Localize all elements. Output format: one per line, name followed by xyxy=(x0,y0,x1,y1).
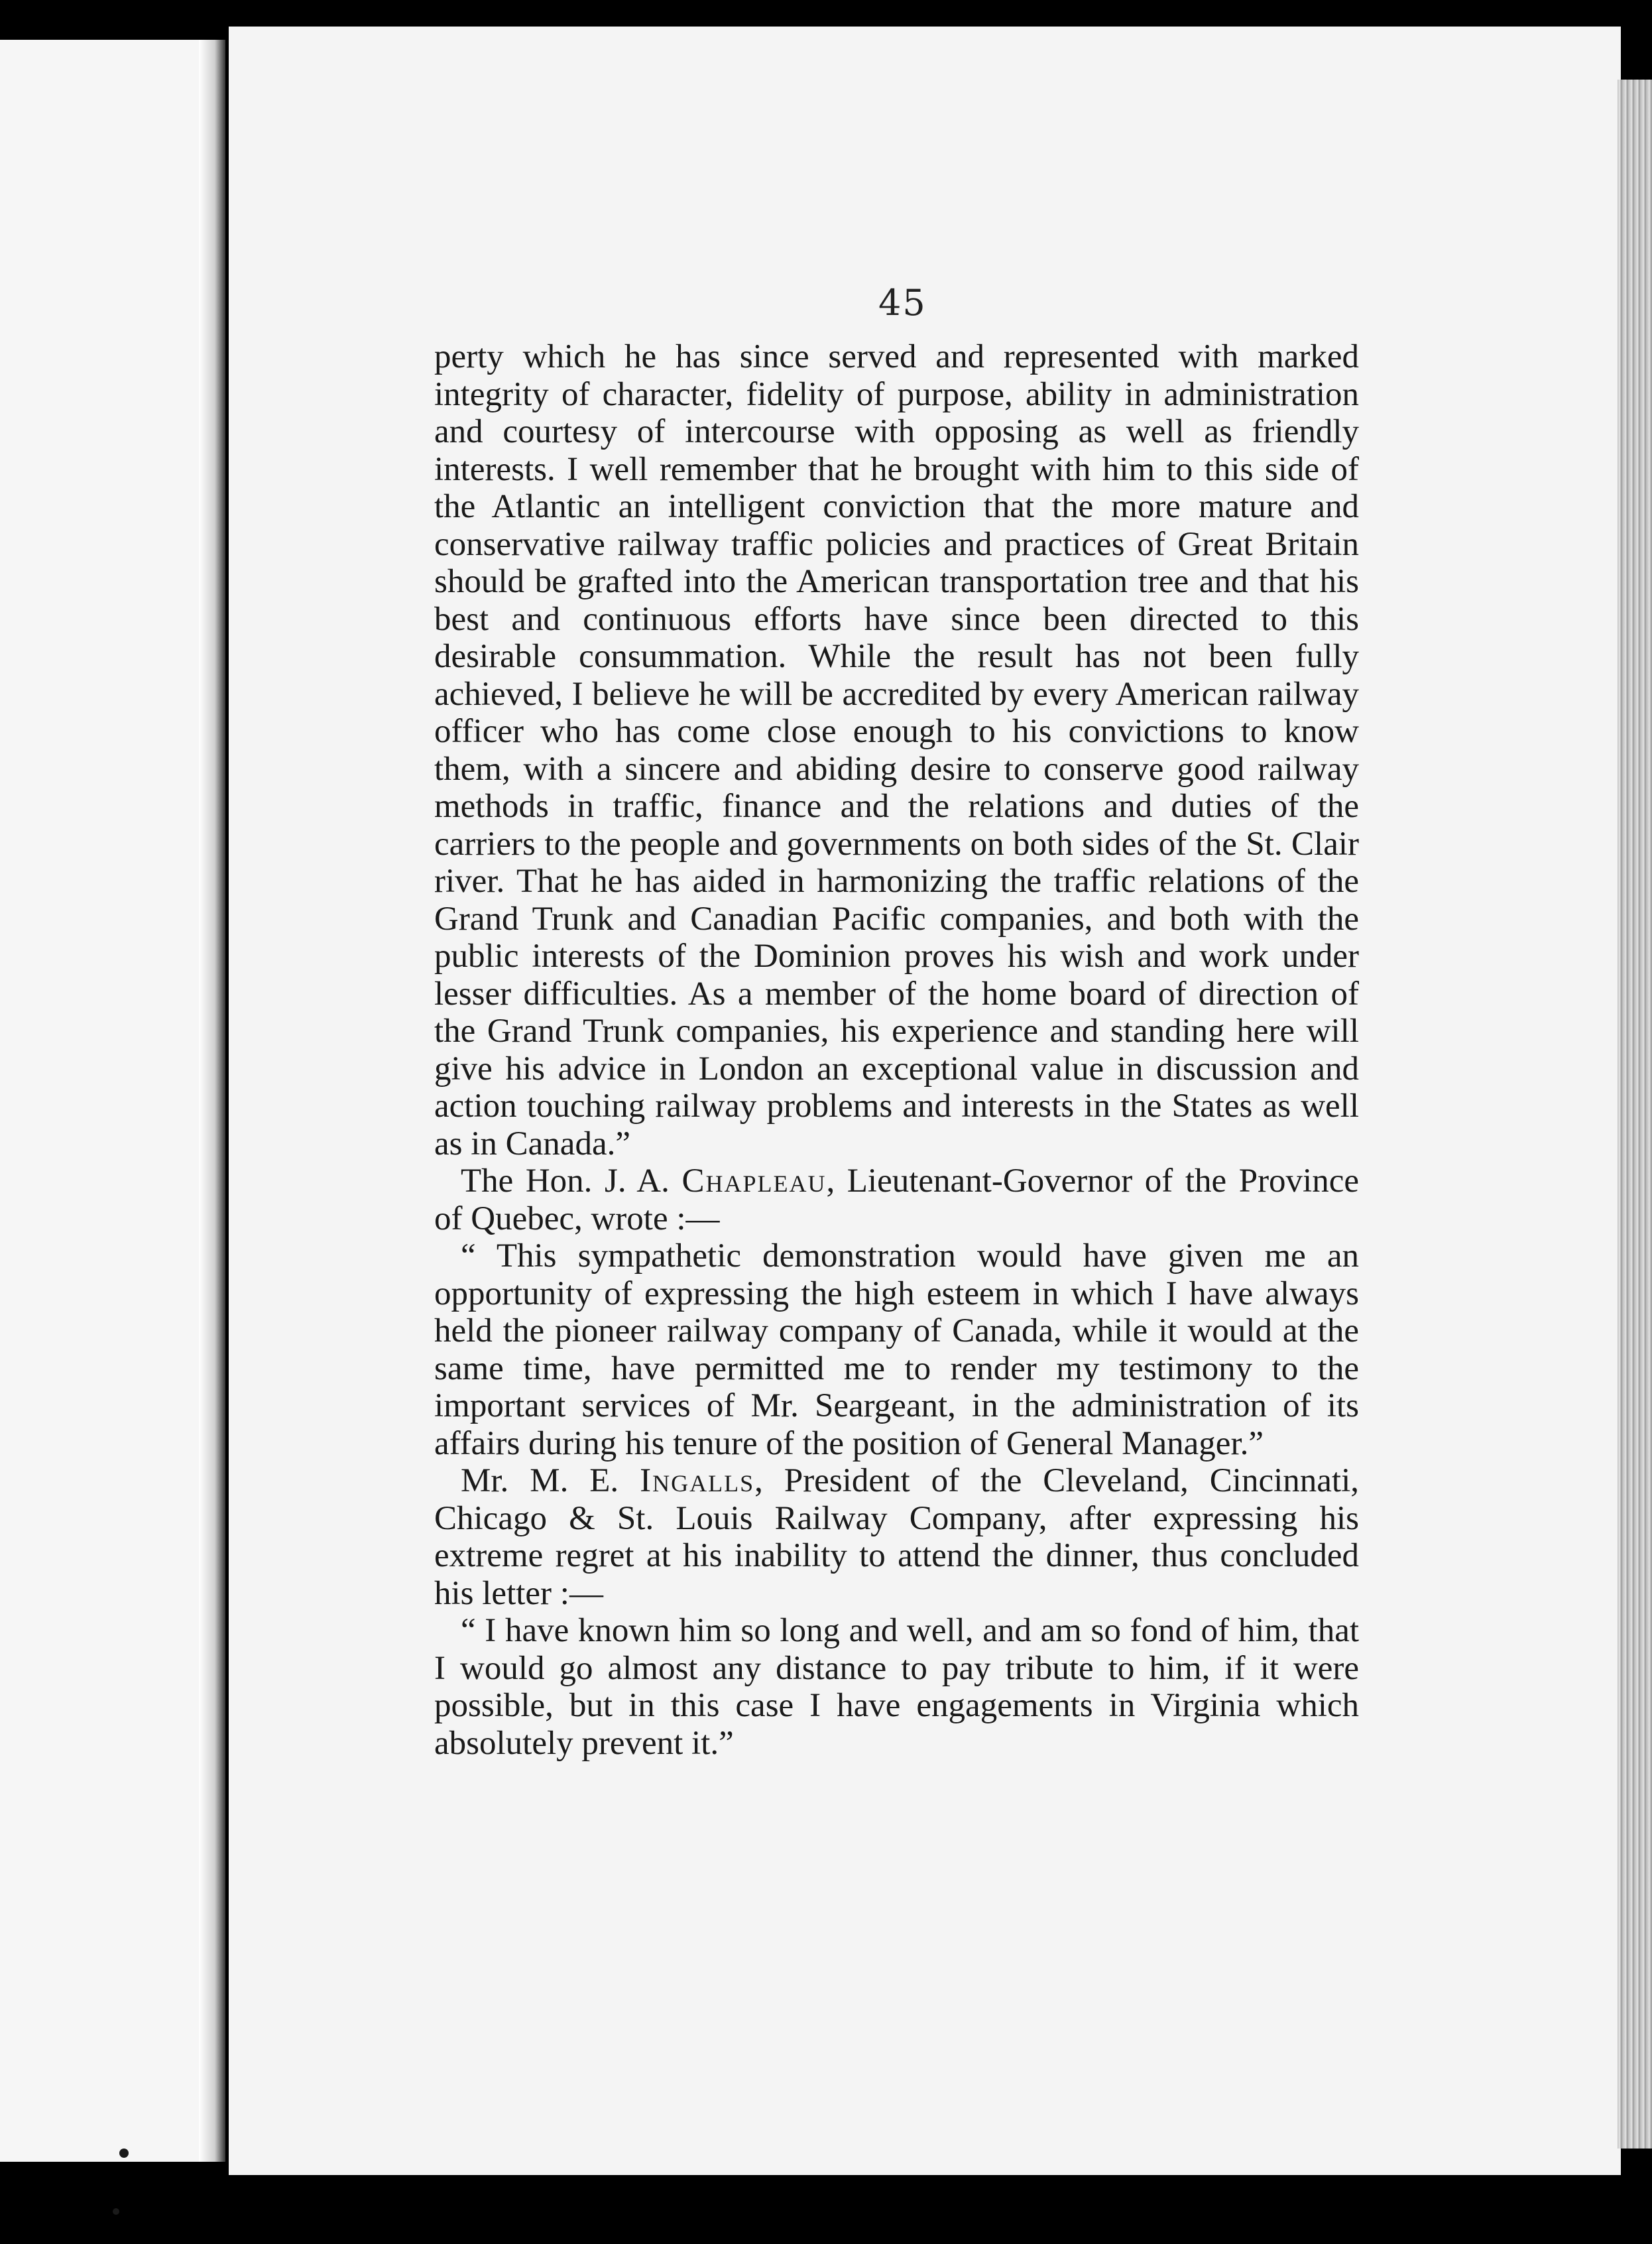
text-run: , Lieutenant-Governor of the Province of Quebec, wrote :— xyxy=(434,1162,1359,1237)
page-number: 45 xyxy=(878,282,927,324)
paragraph xyxy=(434,1237,1359,1462)
scan-speck xyxy=(119,2149,129,2158)
page-edges xyxy=(1618,80,1652,2149)
name-smallcaps: Ingalls xyxy=(640,1462,755,1499)
scan-speck xyxy=(113,2208,119,2215)
text-run: Mr. M. E. xyxy=(461,1462,640,1499)
paragraph xyxy=(434,1162,1359,1237)
body-text xyxy=(434,338,1359,1762)
text-run: The Hon. J. A. xyxy=(461,1162,682,1200)
paragraph xyxy=(434,338,1359,1162)
text-run: , President of the Cleveland, Cincinnati, Chicago & St. Louis Railway Company, after expressing his extreme regret at his inability to attend the dinner, thus concluded his letter :— xyxy=(434,1462,1359,1612)
text-run: “ This sympathetic demonstration would have given me an opportunity of expressing the high esteem in which I have always held the pioneer railway company of Canada, while it would at the same time, have permitted me to render my testimony to the important services of Mr. Seargeant, in the administration of its affairs during his tenure of the position of General Manager.” xyxy=(434,1237,1359,1462)
paragraph xyxy=(434,1462,1359,1612)
left-page-fragment xyxy=(0,40,223,2162)
book-gutter xyxy=(199,40,225,2162)
paragraph xyxy=(434,1612,1359,1762)
text-run: “ I have known him so long and well, and am so fond of him, that I would go almost any distance to pay tribute to him, if it were possible, but in this case I have engagements in Virginia which absolutely prevent it.” xyxy=(434,1612,1359,1762)
name-smallcaps: Chapleau xyxy=(681,1162,827,1200)
text-run: perty which he has since served and represented with marked integrity of character, fidelity of purpose, ability in administration and courtesy of intercourse with opposing as well as friendly interests. I well remember that he brought with him to this side of the Atlantic an intelligent conviction that the more mature and conservative railway traffic policies and practices of Great Britain should be grafted into the American transportation tree and that his best and continuous efforts have since been directed to this desirable consummation. While the result has not been fully achieved, I believe he will be accredited by every American railway officer who has come close enough to his convictions to know them, with a sincere and abiding desire to conserve good railway methods in traffic, finance and the relations and duties of the carriers to the people and governments on both sides of the St. Clair river. That he has aided in harmonizing the traffic relations of the Grand Trunk and Canadian Pacific companies, and both with the public interests of the Dominion proves his wish and work under lesser difficulties. As a member of the home board of direction of the Grand Trunk companies, his experience and standing here will give his advice in London an exceptional value in discussion and action touching railway problems and interests in the States as well as in Canada.” xyxy=(434,338,1359,1162)
